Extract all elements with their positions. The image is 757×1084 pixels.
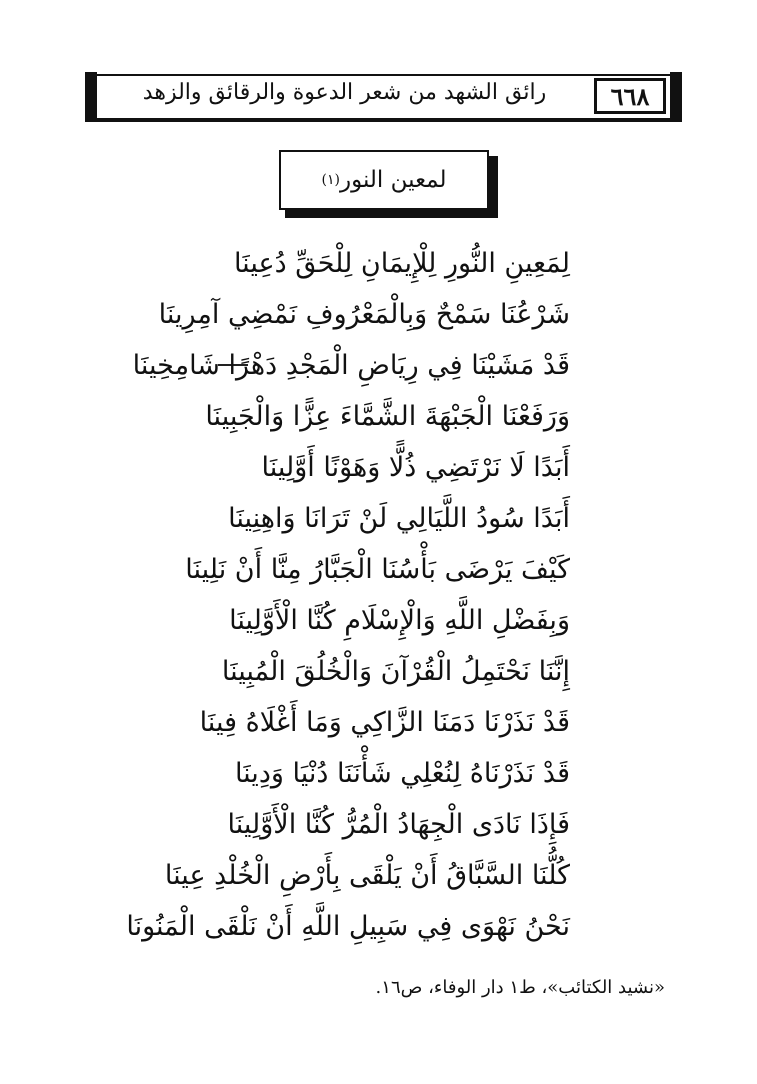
poem-title-box [279,150,489,210]
title-shadow-right [489,156,498,216]
verse-line: نَحْنُ نَهْوَى فِي سَبِيلِ اللَّهِ أَنْ نَلْقَى الْمَنُونَا [126,911,570,942]
verse-line: وَبِفَضْلِ اللَّهِ وَالْإِسْلَامِ كُنَّا الْأَوَّلِينَا [229,605,570,636]
page-number: ٦٦٨ [594,78,666,114]
poem-title: لمعين النور [339,167,447,193]
verse-line: كَيْفَ يَرْضَى بَأْسُنَا الْجَبَّارُ مِنَّا أَنْ نَلِينَا [185,554,570,585]
page-header [85,72,682,124]
title-shadow-bottom [285,210,498,218]
verse-line: لِمَعِينِ النُّورِ لِلْإِيمَانِ لِلْحَقِّ دُعِينَا [233,248,570,279]
verse-line: أَبَدًا لَا نَرْتَضِي ذُلًّا وَهَوْنًا أَوَّلِينَا [261,452,570,483]
verse-line: كُلُّنَا السَّبَّاقُ أَنْ يَلْقَى بِأَرْضِ الْخُلْدِ عِينَا [164,860,570,891]
verse-line: فَإِذَا نَادَى الْجِهَادُ الْمُرُّ كُنَّا الْأَوَّلِينَا [227,809,570,840]
verse-line: قَدْ مَشَيْنَا فِي رِيَاضِ الْمَجْدِ دَهْرًا شَامِخِينَا [132,350,570,381]
header-left-bar [85,72,97,120]
verse-line: أَبَدًا سُودُ اللَّيَالِي لَنْ تَرَانَا وَاهِنِينَا [228,503,570,534]
footnote-marker: (١) [321,172,340,188]
header-right-bar [670,72,682,120]
footnote: «نشيد الكتائب»، ط١ دار الوفاء، ص١٦. [375,977,665,998]
verse-line: شَرْعُنَا سَمْحٌ وَبِالْمَعْرُوفِ نَمْضِي آمِرِينَا [158,299,570,330]
verse-line: قَدْ نَذَرْنَاهُ لِنُعْلِي شَأْنَنَا دُنْيَا وَدِينَا [234,758,570,789]
verse-line: وَرَفَعْنَا الْجَبْهَةَ الشَّمَّاءَ عِزًّا وَالْجَبِينَا [205,401,570,432]
verse-line: قَدْ نَذَرْنَا دَمَنَا الزَّاكِي وَمَا أَغْلَاهُ فِينَا [199,707,570,738]
header-bottom-rule [85,118,682,122]
running-title: رائق الشهد من شعر الدعوة والرقائق والزهد [142,80,547,105]
poem-body [126,238,570,952]
header-top-rule [97,74,670,76]
verse-line: إِنَّنَا نَحْتَمِلُ الْقُرْآنَ وَالْخُلُقَ الْمُبِينَا [221,656,570,687]
